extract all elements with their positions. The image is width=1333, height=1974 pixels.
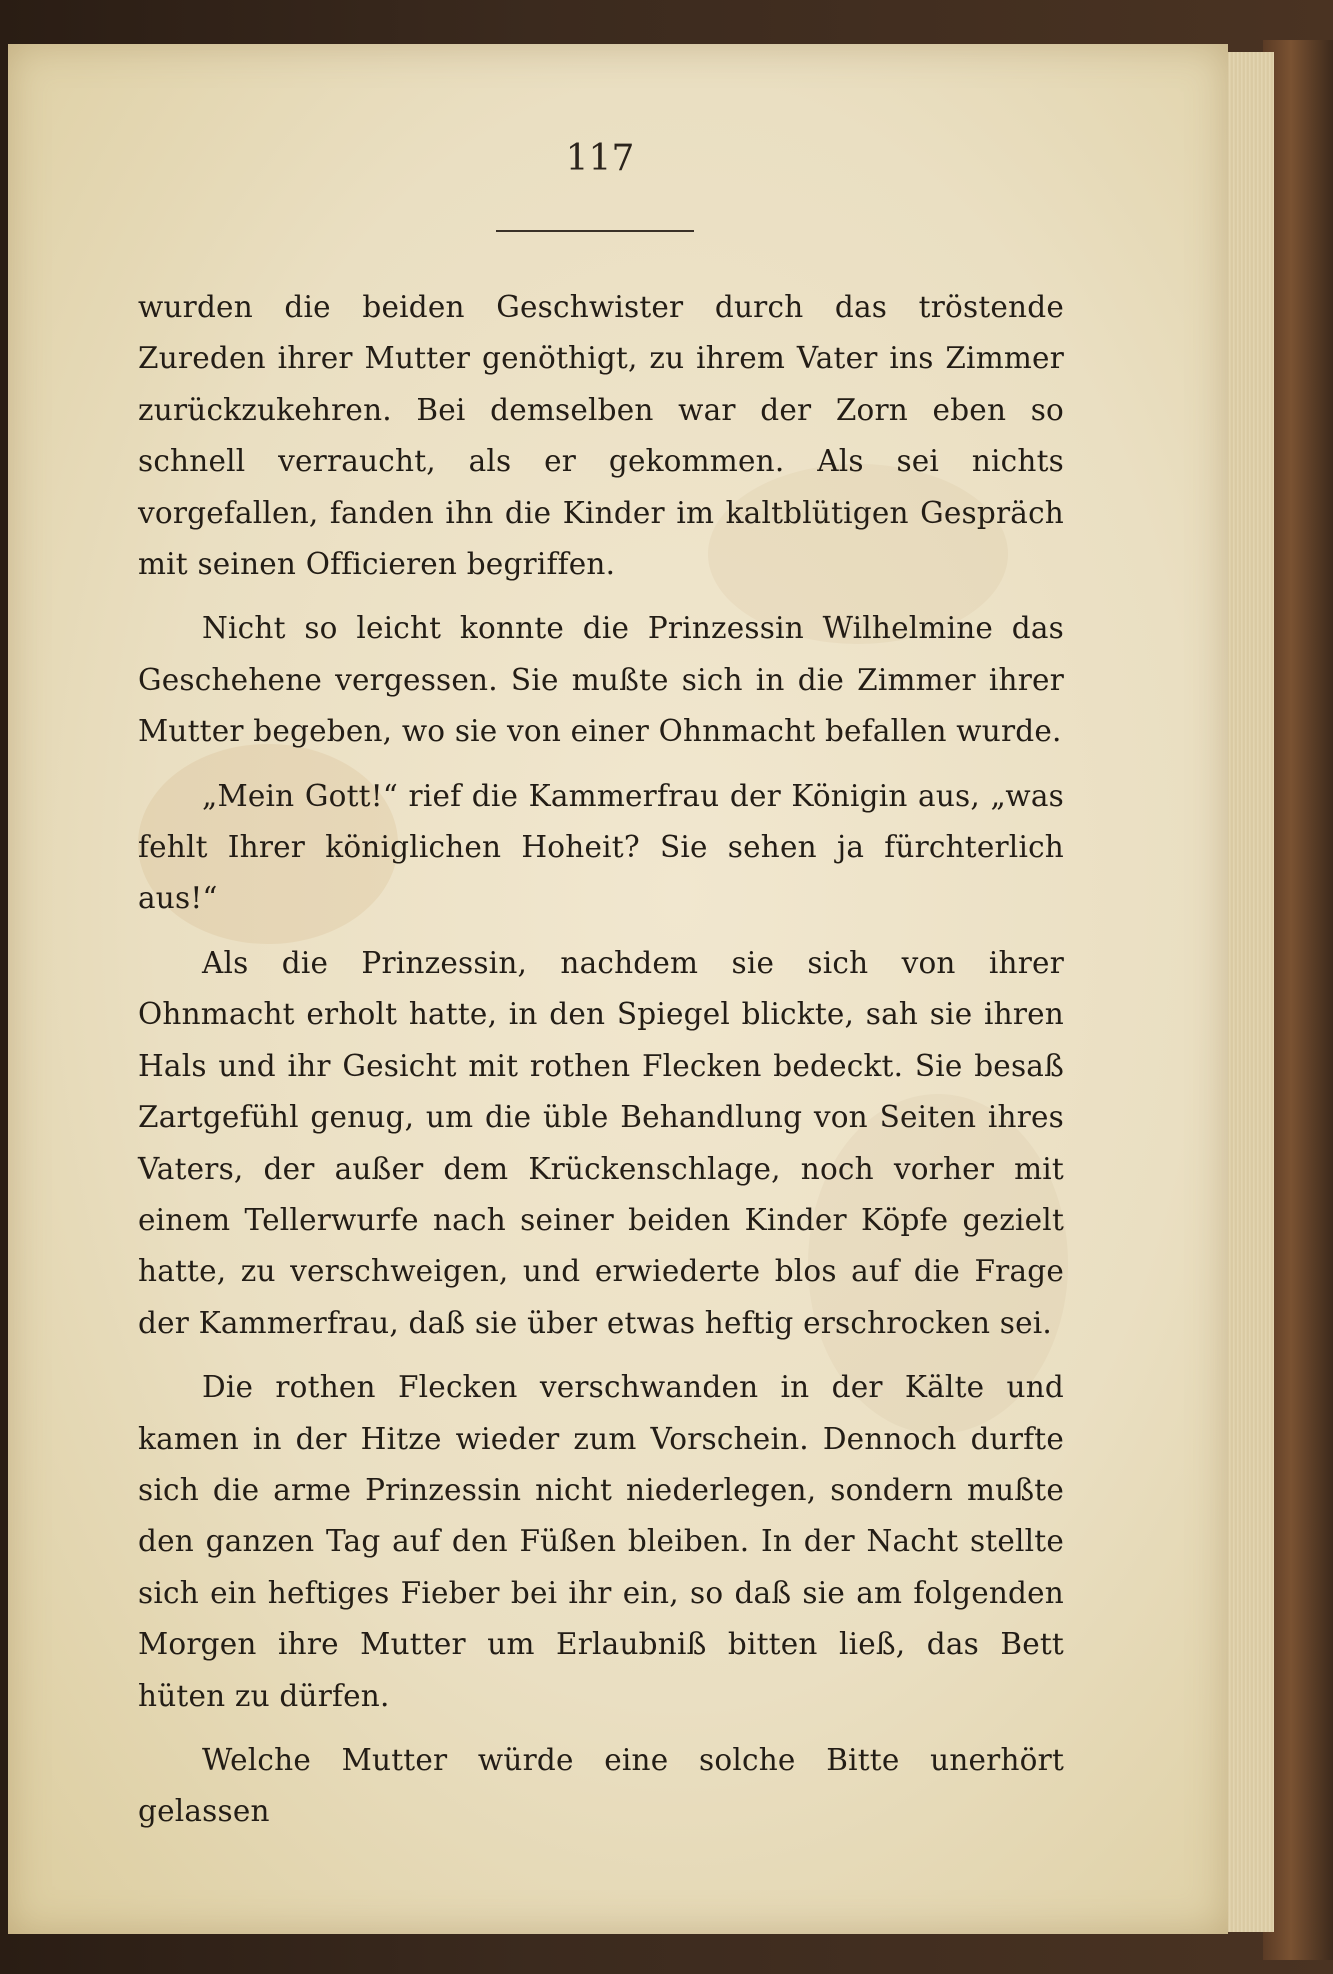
paragraph: Welche Mutter würde eine solche Bitte unerhört gelassen xyxy=(138,1742,1064,1829)
paragraph: wurden die beiden Geschwister durch das tröstende Zureden ihrer Mutter genöthigt, zu ihrem Vater ins Zimmer zurückzukehren. Bei demselben war der Zorn eben so schnell verraucht, als er gekommen. Als sei nichts vorgefallen, fanden ihn die Kinder im kaltblütigen Gespräch mit seinen Officieren begriffen. xyxy=(138,290,1064,582)
page-number: 117 xyxy=(565,138,635,179)
body-text xyxy=(138,282,1064,1851)
paragraph: Nicht so leicht konnte die Prinzessin Wilhelmine das Geschehene vergessen. Sie mußte sich in die Zimmer ihrer Mutter begeben, wo sie von einer Ohnmacht befallen wurde. xyxy=(138,611,1064,749)
paragraph: Die rothen Flecken verschwanden in der Kälte und kamen in der Hitze wieder zum Vorschein. Dennoch durfte sich die arme Prinzessin nicht niederlegen, sondern mußte den ganzen Tag auf den Füßen bleiben. In der Nacht stellte sich ein heftiges Fieber bei ihr ein, so daß sie am folgenden Morgen ihre Mutter um Erlaubniß bitten ließ, das Bett hüten zu dürfen. xyxy=(138,1370,1064,1713)
paragraph: Als die Prinzessin, nachdem sie sich von ihrer Ohnmacht erholt hatte, in den Spiegel blickte, sah sie ihren Hals und ihr Gesicht mit rothen Flecken bedeckt. Sie besaß Zartgefühl genug, um die üble Behandlung von Seiten ihres Vaters, der außer dem Krückenschlage, noch vorher mit einem Tellerwurfe nach seiner beiden Kinder Köpfe gezielt hatte, zu verschweigen, und erwiederte blos auf die Frage der Kammerfrau, daß sie über etwas heftig erschrocken sei. xyxy=(138,945,1064,1340)
header-rule xyxy=(496,230,694,232)
page-stack-edge xyxy=(1225,52,1274,1932)
paragraph: „Mein Gott!“ rief die Kammerfrau der Königin aus, „was fehlt Ihrer königlichen Hoheit? Sie sehen ja fürchterlich aus!“ xyxy=(138,778,1064,916)
